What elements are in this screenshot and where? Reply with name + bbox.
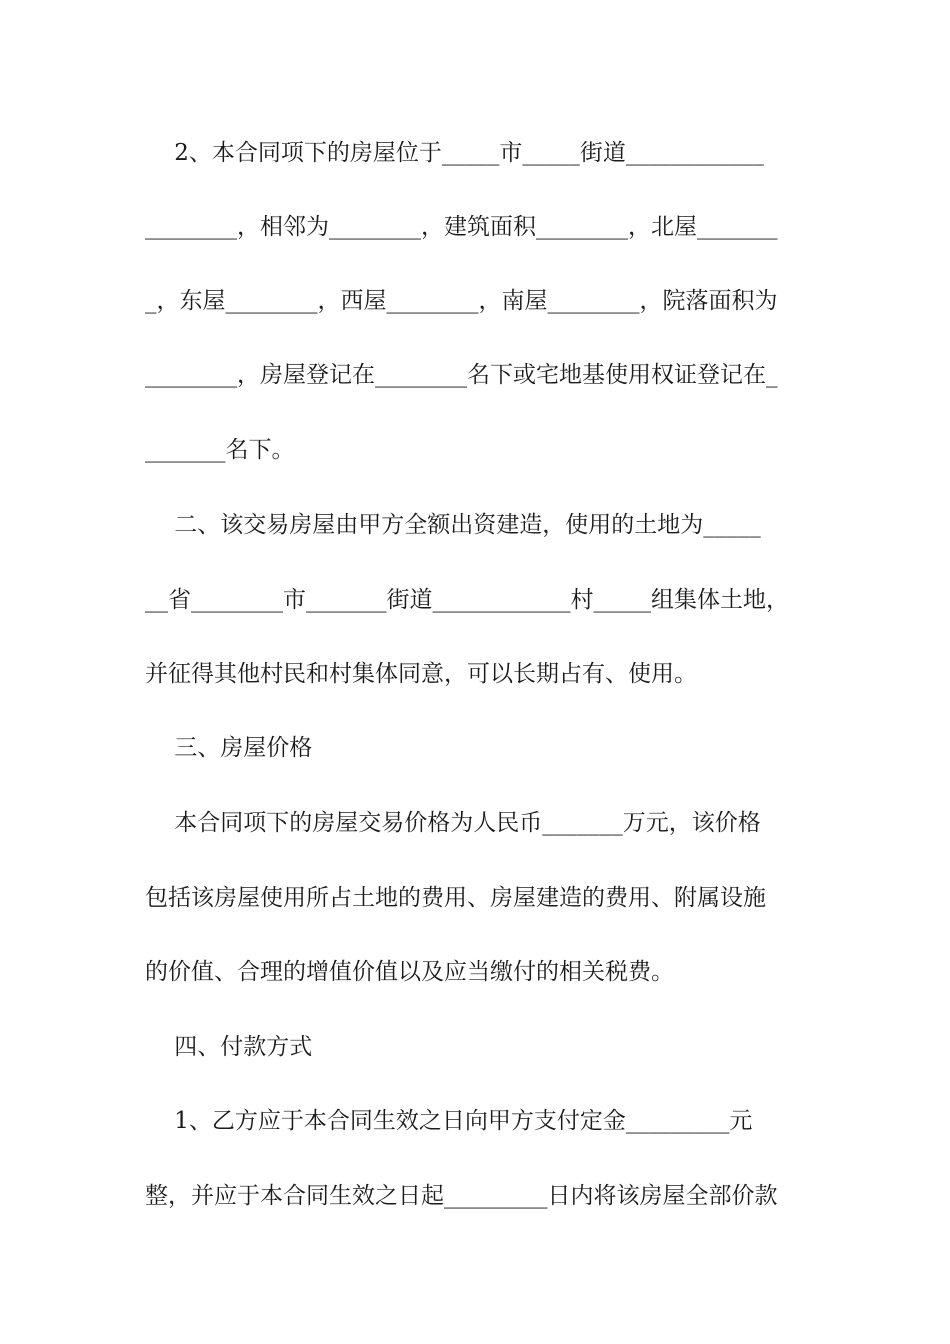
section-heading: 三、房屋价格 bbox=[145, 735, 313, 761]
text-line: ________，房屋登记在________名下或宅地基使用权证登记在_ bbox=[145, 362, 778, 388]
text-line: _______名下。 bbox=[145, 437, 295, 463]
text-line: 包括该房屋使用所占土地的费用、房屋建造的费用、附属设施 bbox=[145, 885, 766, 911]
text-line: _，东屋________，西屋________，南屋________，院落面积为 bbox=[145, 288, 778, 314]
section-heading: 四、付款方式 bbox=[145, 1034, 313, 1060]
text-line: 的价值、合理的增值价值以及应当缴付的相关税费。 bbox=[145, 959, 674, 985]
text-line: 并征得其他村民和村集体同意，可以长期占有、使用。 bbox=[145, 661, 697, 687]
text-line: 本合同项下的房屋交易价格为人民币_______万元，该价格 bbox=[145, 810, 761, 836]
text-line: 2、本合同项下的房屋位于_____市_____街道____________ bbox=[145, 140, 764, 166]
text-line: __省________市_______街道____________村_____组集体土地， bbox=[145, 587, 789, 613]
text-line: 1、乙方应于本合同生效之日向甲方支付定金_________元 bbox=[145, 1108, 753, 1134]
text-line: 整，并应于本合同生效之日起_________日内将该房屋全部价款 bbox=[145, 1183, 778, 1209]
text-line: 二、该交易房屋由甲方全额出资建造，使用的土地为_____ bbox=[145, 512, 761, 538]
text-line: ________，相邻为________，建筑面积________，北屋_______ bbox=[145, 214, 778, 240]
